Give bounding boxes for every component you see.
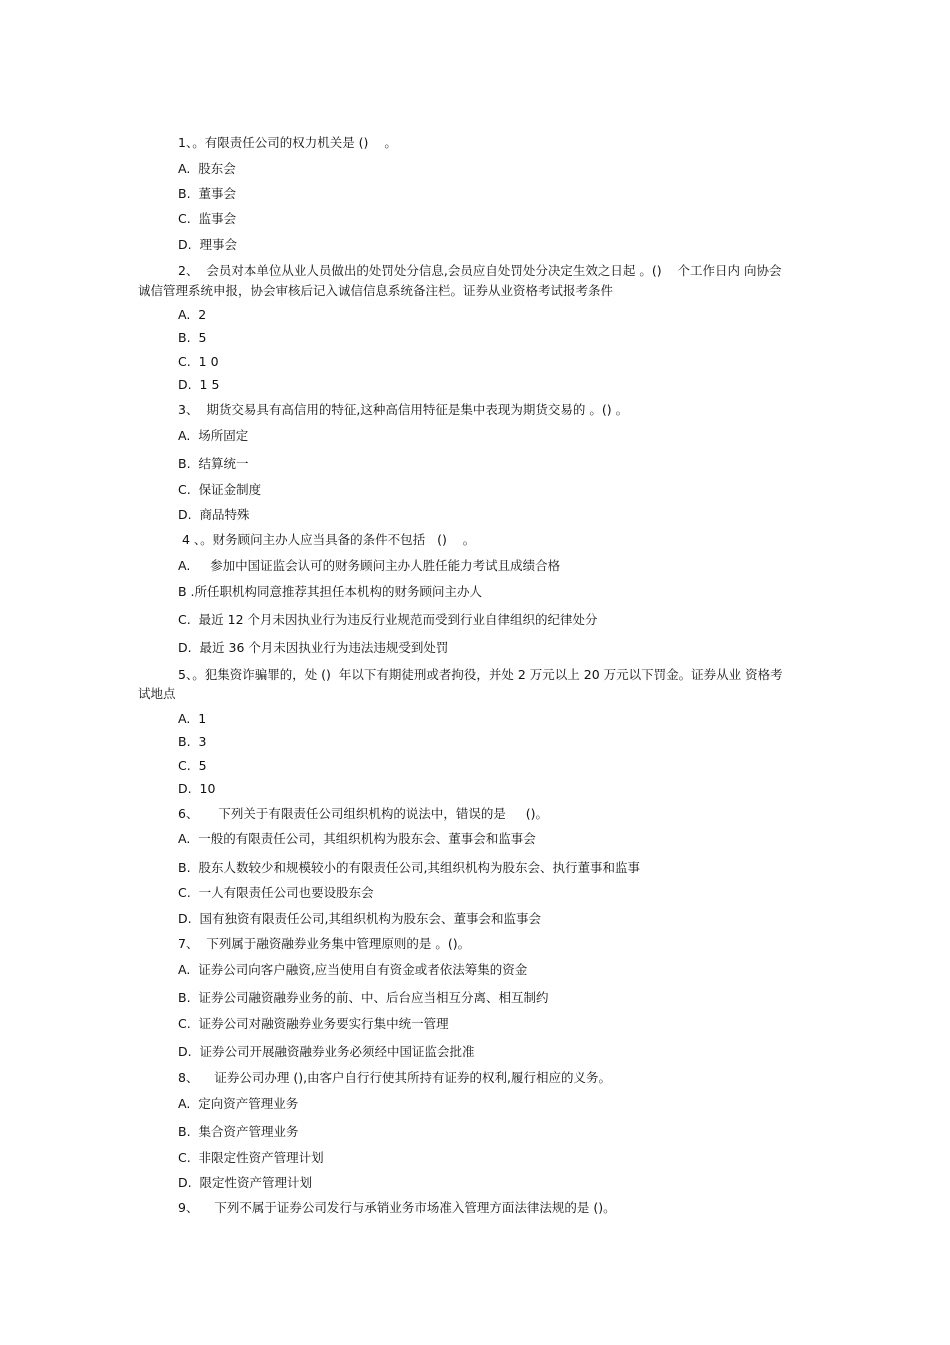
question-7-option-d: D. 证券公司开展融资融券业务必须经中国证监会批准 xyxy=(178,1044,475,1059)
question-5-option-d: D. 10 xyxy=(178,781,216,796)
question-5-option-a: A. 1 xyxy=(178,711,207,726)
question-8-option-a: A. 定向资产管理业务 xyxy=(178,1096,299,1111)
question-2-option-c: C. 1 0 xyxy=(178,354,219,369)
question-1-option-a: A. 股东会 xyxy=(178,161,236,176)
question-5-option-b: B. 3 xyxy=(178,734,207,749)
question-3-stem: 3、 期货交易具有高信用的特征,这种高信用特征是集中表现为期货交易的 。() 。 xyxy=(178,402,629,417)
question-1-option-c: C. 监事会 xyxy=(178,211,237,226)
question-8-option-d: D. 限定性资产管理计划 xyxy=(178,1175,313,1190)
question-3-option-a: A. 场所固定 xyxy=(178,428,249,443)
question-3-option-b: B. 结算统一 xyxy=(178,456,249,471)
question-6-option-c: C. 一人有限责任公司也要设股东会 xyxy=(178,885,374,900)
question-6-option-a: A. 一般的有限责任公司，其组织机构为股东会、董事会和监事会 xyxy=(178,831,536,846)
question-1-option-b: B. 董事会 xyxy=(178,186,236,201)
question-3-option-d: D. 商品特殊 xyxy=(178,507,250,522)
question-1-option-d: D. 理事会 xyxy=(178,237,238,252)
question-1-stem: 1、。有限责任公司的权力机关是 () 。 xyxy=(178,135,397,150)
question-3-option-c: C. 保证金制度 xyxy=(178,482,262,497)
question-4-option-c: C. 最近 12 个月未因执业行为违反行业规范而受到行业自律组织的纪律处分 xyxy=(178,612,598,627)
question-6-stem: 6、 下列关于有限责任公司组织机构的说法中，错误的是 ()。 xyxy=(178,806,548,821)
question-2-stem: 2、 会员对本单位从业人员做出的处罚处分信息,会员应自处罚处分决定生效之日起 。() 个工作日内 向协会 xyxy=(178,263,782,278)
question-5-stem: 5、。犯集资诈骗罪的，处 () 年以下有期徒刑或者拘役，并处 2 万元以上 20 万元以下罚金。证券从业 资格考 xyxy=(178,667,783,682)
question-6-option-d: D. 国有独资有限责任公司,其组织机构为股东会、董事会和监事会 xyxy=(178,911,542,926)
question-5-option-c: C. 5 xyxy=(178,758,207,773)
question-6-option-b: B. 股东人数较少和规模较小的有限责任公司,其组织机构为股东会、执行董事和监事 xyxy=(178,860,640,875)
question-4-option-b: B .所任职机构同意推荐其担任本机构的财务顾问主办人 xyxy=(178,584,483,599)
question-9-stem: 9、 下列不属于证券公司发行与承销业务市场准入管理方面法律法规的是 ()。 xyxy=(178,1200,616,1215)
question-2-option-b: B. 5 xyxy=(178,330,207,345)
question-7-stem: 7、 下列属于融资融券业务集中管理原则的是 。()。 xyxy=(178,936,471,951)
question-8-stem: 8、 证券公司办理 (),由客户自行行使其所持有证券的权利,履行相应的义务。 xyxy=(178,1070,612,1085)
question-5-stem-continuation: 试地点 xyxy=(138,686,176,701)
question-8-option-b: B. 集合资产管理业务 xyxy=(178,1124,299,1139)
question-8-option-c: C. 非限定性资产管理计划 xyxy=(178,1150,324,1165)
question-4-stem: 4 、。财务顾问主办人应当具备的条件不包括 () 。 xyxy=(178,532,476,547)
question-7-option-a: A. 证券公司向客户融资,应当使用自有资金或者依法筹集的资金 xyxy=(178,962,528,977)
question-2-option-a: A. 2 xyxy=(178,307,207,322)
question-7-option-b: B. 证券公司融资融券业务的前、中、后台应当相互分离、相互制约 xyxy=(178,990,549,1005)
question-2-stem-continuation: 诚信管理系统申报，协会审核后记入诚信信息系统备注栏。证券从业资格考试报考条件 xyxy=(138,283,614,298)
question-4-option-a: A. 参加中国证监会认可的财务顾问主办人胜任能力考试且成绩合格 xyxy=(178,558,561,573)
question-4-option-d: D. 最近 36 个月未因执业行为违法违规受到处罚 xyxy=(178,640,449,655)
question-7-option-c: C. 证券公司对融资融券业务要实行集中统一管理 xyxy=(178,1016,449,1031)
question-2-option-d: D. 1 5 xyxy=(178,377,220,392)
